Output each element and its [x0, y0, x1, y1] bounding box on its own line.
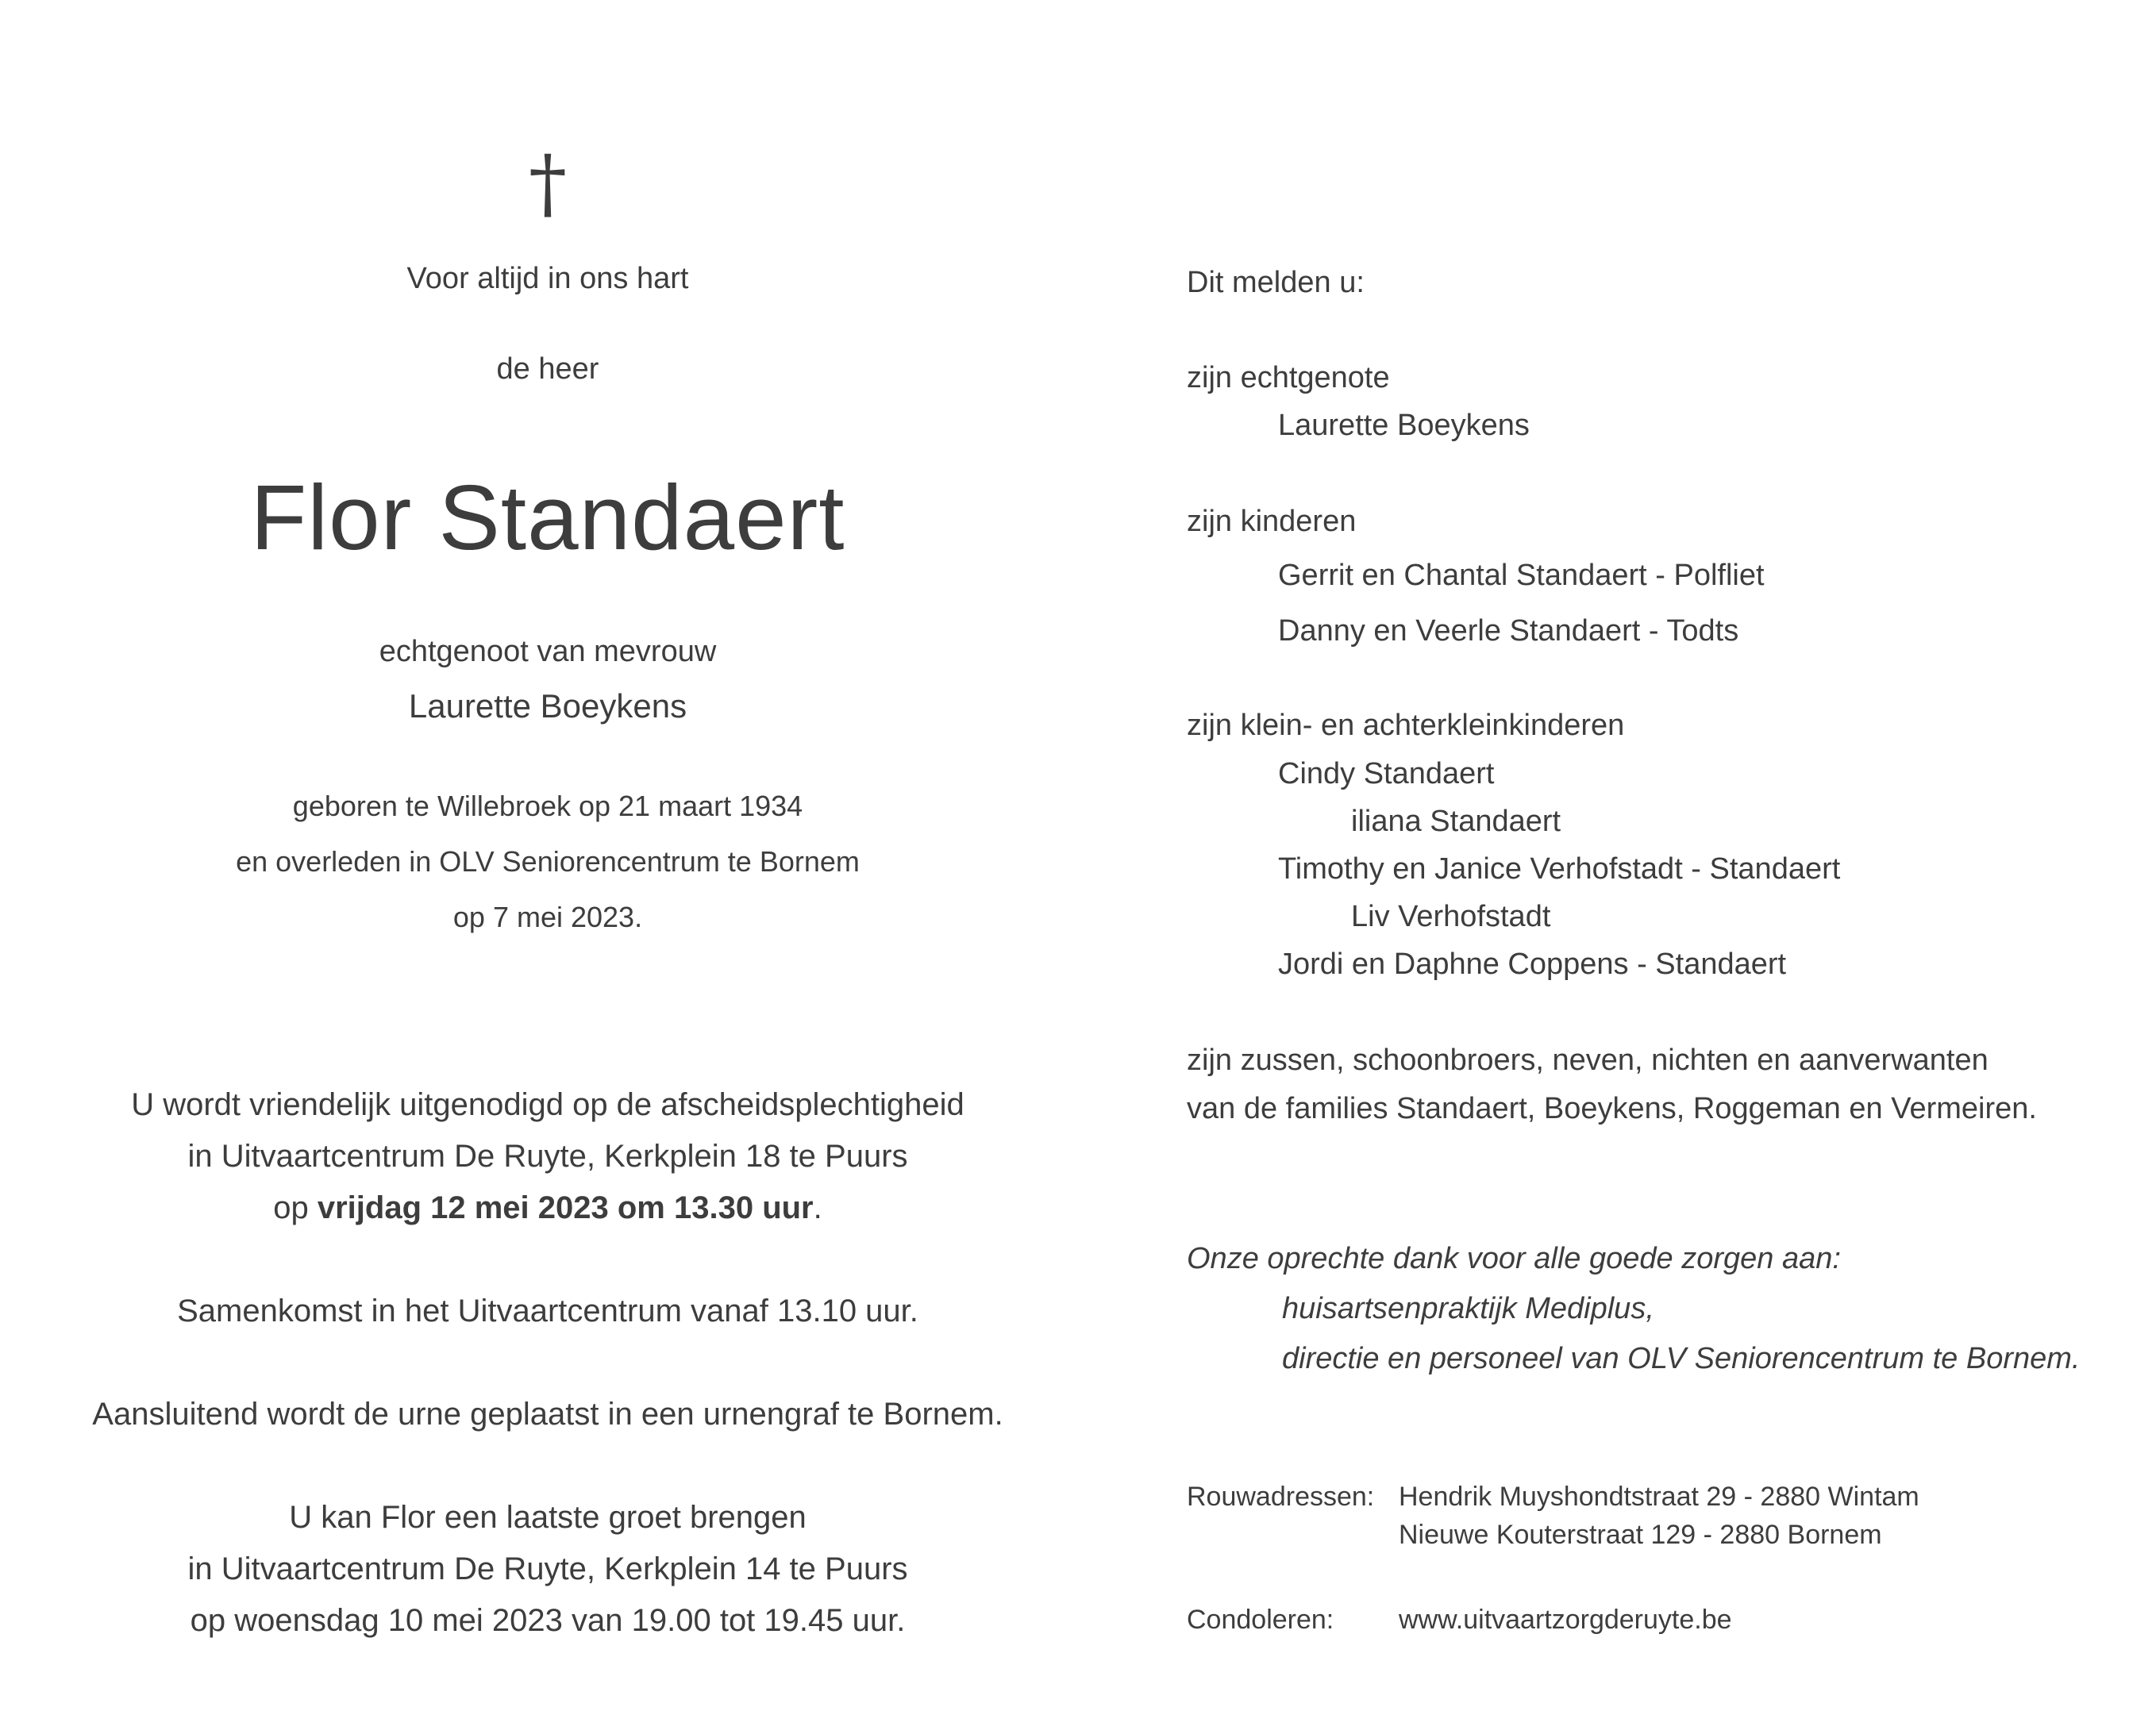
- children-heading: zijn kinderen: [1187, 505, 1357, 538]
- birth-info: geboren te Willebroek op 21 maart 1934: [292, 790, 803, 822]
- death-date: op 7 mei 2023.: [452, 901, 643, 933]
- invite-line-2: in Uitvaartcentrum De Ruyte, Kerkplein 18 te Puurs: [187, 1139, 908, 1174]
- invite-line-1: U wordt vriendelijk uitgenodigd op de afscheidsplechtigheid: [131, 1087, 964, 1122]
- thanks-entry: directie en personeel van OLV Seniorencentrum te Bornem.: [1282, 1342, 2081, 1375]
- grandchild-entry: Timothy en Janice Verhofstadt - Standaert: [1278, 852, 1841, 886]
- urn-info: Aansluitend wordt de urne geplaatst in een urnengraf te Bornem.: [92, 1397, 1003, 1432]
- spouse-heading: zijn echtgenote: [1187, 361, 1390, 394]
- great-grandchild-entry: Liv Verhofstadt: [1351, 900, 1551, 933]
- gathering-info: Samenkomst in het Uitvaartcentrum vanaf 13.10 uur.: [177, 1294, 918, 1328]
- address-entry: Hendrik Muyshondtstraat 29 - 2880 Wintam: [1399, 1482, 1919, 1512]
- visit-line-2: in Uitvaartcentrum De Ruyte, Kerkplein 14 te Puurs: [187, 1551, 908, 1586]
- great-grandchild-entry: iliana Standaert: [1351, 805, 1561, 838]
- child-entry: Gerrit en Chantal Standaert - Polfliet: [1278, 559, 1765, 592]
- thanks-entry: huisartsenpraktijk Mediplus,: [1282, 1292, 1654, 1325]
- child-entry: Danny en Veerle Standaert - Todts: [1278, 614, 1739, 648]
- grandchild-entry: Jordi en Daphne Coppens - Standaert: [1278, 948, 1787, 981]
- visit-line-3: op woensdag 10 mei 2023 van 19.00 tot 19.45 uur.: [190, 1603, 906, 1638]
- family-line-1: zijn zussen, schoonbroers, neven, nichten en aanverwanten: [1187, 1044, 1989, 1077]
- right-panel: [1187, 0, 2139, 1734]
- grandchildren-heading: zijn klein- en achterkleinkinderen: [1187, 709, 1625, 742]
- grandchild-entry: Cindy Standaert: [1278, 757, 1495, 790]
- deceased-name: Flor Standaert: [250, 466, 845, 569]
- visit-line-1: U kan Flor een laatste groet brengen: [289, 1500, 807, 1535]
- ceremony-datetime: vrijdag 12 mei 2023 om 13.30 uur: [317, 1190, 814, 1225]
- invite-line-3: op vrijdag 12 mei 2023 om 13.30 uur.: [273, 1190, 822, 1225]
- cross-icon: †: [529, 139, 567, 228]
- address-entry: Nieuwe Kouterstraat 129 - 2880 Bornem: [1399, 1520, 1882, 1550]
- spouse-intro: echtgenoot van mevrouw: [379, 635, 717, 668]
- condolences-label: Condoleren:: [1187, 1605, 1334, 1635]
- title-prefix: de heer: [496, 352, 599, 386]
- condolences-link[interactable]: www.uitvaartzorgderuyte.be: [1399, 1605, 1732, 1635]
- addresses-label: Rouwadressen:: [1187, 1482, 1375, 1512]
- tagline: Voor altijd in ons hart: [406, 262, 689, 295]
- announcement-intro: Dit melden u:: [1187, 266, 1365, 299]
- death-info: en overleden in OLV Seniorencentrum te Bornem: [236, 845, 860, 878]
- family-line-2: van de families Standaert, Boeykens, Roggeman en Vermeiren.: [1187, 1092, 2037, 1125]
- spouse-entry: Laurette Boeykens: [1278, 409, 1530, 442]
- spouse-name: Laurette Boeykens: [408, 687, 687, 725]
- thanks-heading: Onze oprechte dank voor alle goede zorgen aan:: [1187, 1242, 1841, 1275]
